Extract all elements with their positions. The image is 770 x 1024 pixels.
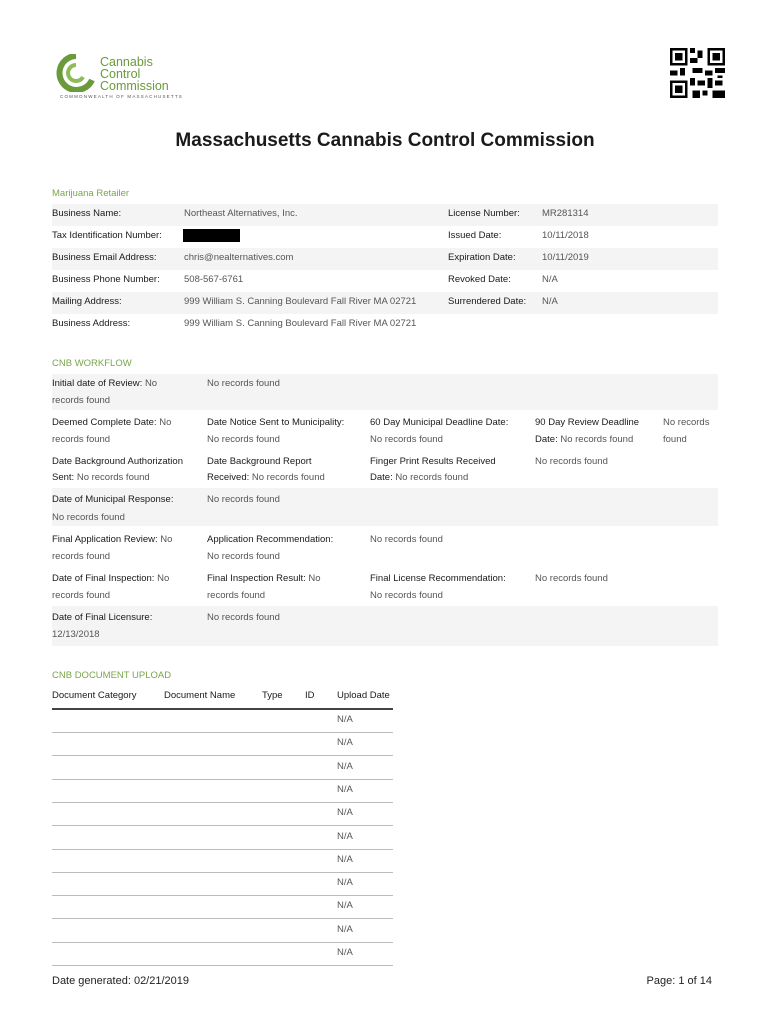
table-row xyxy=(52,825,393,826)
mailing-address-label: Mailing Address: xyxy=(52,296,122,307)
final-licensure-side-value: No records found xyxy=(207,612,280,623)
qr-code-icon xyxy=(670,48,725,98)
deemed-complete-value: records found xyxy=(52,434,111,445)
business-name-value: Northeast Alternatives, Inc. xyxy=(184,208,298,219)
table-row xyxy=(52,849,393,850)
revoked-date-label: Revoked Date: xyxy=(448,274,511,285)
review-deadline-side-2: found xyxy=(663,434,687,445)
cannabis-logo-icon xyxy=(56,54,96,92)
revoked-date-value: N/A xyxy=(542,274,558,285)
business-name-label: Business Name: xyxy=(52,208,122,219)
final-application-review-label: Final Application Review: No xyxy=(52,534,173,545)
background-auth-label: Date Background Authorization xyxy=(52,456,183,467)
table-row-upload-date: N/A xyxy=(337,714,353,725)
table-row xyxy=(52,965,393,966)
fingerprint-side-value: No records found xyxy=(535,456,608,467)
final-licensure-label: Date of Final Licensure: xyxy=(52,612,153,623)
issued-date-value: 10/11/2018 xyxy=(542,230,589,241)
final-inspection-result-value: records found xyxy=(207,590,266,601)
page-number: Page: 1 of 14 xyxy=(646,975,712,987)
table-row xyxy=(52,942,393,943)
logo-subtitle: COMMONWEALTH OF MASSACHUSETTS xyxy=(60,94,183,99)
section-marijuana-retailer: Marijuana Retailer xyxy=(52,188,130,199)
final-inspection-date-value: records found xyxy=(52,590,111,601)
issued-date-label: Issued Date: xyxy=(448,230,502,241)
initial-review-value: records found xyxy=(52,395,111,406)
expiration-date-value: 10/11/2019 xyxy=(542,252,589,263)
table-row xyxy=(52,755,393,756)
commission-logo xyxy=(56,54,186,102)
background-report-label: Date Background Report xyxy=(207,456,312,467)
date-generated: Date generated: 02/21/2019 xyxy=(52,975,190,987)
final-licensure-value: 12/13/2018 xyxy=(52,629,100,640)
phone-value: 508-567-6761 xyxy=(184,274,244,285)
initial-review-label: Initial date of Review: No xyxy=(52,378,158,389)
column-header-type: Type xyxy=(262,690,283,701)
final-license-recommendation-label: Final License Recommendation: xyxy=(370,573,506,584)
section-cnb-workflow: CNB WORKFLOW xyxy=(52,358,132,369)
final-inspection-date-label: Date of Final Inspection: No xyxy=(52,573,170,584)
business-address-label: Business Address: xyxy=(52,318,131,329)
row-stripe xyxy=(52,204,718,226)
section-cnb-document-upload: CNB DOCUMENT UPLOAD xyxy=(52,670,172,681)
table-row-upload-date: N/A xyxy=(337,737,353,749)
final-inspection-result-label: Final Inspection Result: No xyxy=(207,573,321,584)
background-report-value: Received: No records found xyxy=(207,472,325,483)
logo-text: Cannabis Control Commission xyxy=(100,55,169,93)
application-recommendation-side-value: No records found xyxy=(370,534,443,545)
license-number-label: License Number: xyxy=(448,208,520,219)
table-row xyxy=(52,895,393,896)
table-row xyxy=(52,872,393,873)
tax-id-label: Tax Identification Number: xyxy=(52,230,162,241)
notice-municipality-value: No records found xyxy=(207,434,280,445)
tax-id-redacted xyxy=(183,229,240,242)
surrendered-date-value: N/A xyxy=(542,296,558,307)
column-header-document-name: Document Name xyxy=(164,690,236,701)
column-header-upload-date: Upload Date xyxy=(337,690,390,701)
table-row-upload-date: N/A xyxy=(337,877,353,889)
table-row xyxy=(52,732,393,733)
review-deadline-label: 90 Day Review Deadline xyxy=(535,417,640,428)
review-deadline-date: Date: No records found xyxy=(535,434,634,445)
table-row-upload-date: N/A xyxy=(337,760,353,772)
final-license-recommendation-side-value: No records found xyxy=(535,573,608,584)
column-header-id: ID xyxy=(305,690,315,701)
column-header-document-category: Document Category xyxy=(52,690,137,701)
table-header-divider xyxy=(52,708,393,710)
mailing-address-value: 999 William S. Canning Boulevard Fall River MA 02721 xyxy=(184,296,417,307)
municipal-response-value: No records found xyxy=(52,512,125,523)
municipal-response-side-value: No records found xyxy=(207,494,280,505)
table-row-upload-date: N/A xyxy=(337,900,353,912)
application-recommendation-label: Application Recommendation: xyxy=(207,534,334,545)
background-auth-value: Sent: No records found xyxy=(52,472,150,483)
municipal-deadline-value: No records found xyxy=(370,434,443,445)
expiration-date-label: Expiration Date: xyxy=(448,252,516,263)
municipal-response-label: Date of Municipal Response: xyxy=(52,494,174,505)
license-number-value: MR281314 xyxy=(542,208,589,219)
notice-municipality-label: Date Notice Sent to Municipality: xyxy=(207,417,345,428)
business-address-value: 999 William S. Canning Boulevard Fall River MA 02721 xyxy=(184,318,417,329)
municipal-deadline-label: 60 Day Municipal Deadline Date: xyxy=(370,417,509,428)
final-application-review-value: records found xyxy=(52,551,111,562)
review-deadline-side-1: No records xyxy=(663,417,710,428)
table-row xyxy=(52,918,393,919)
page-title: Massachusetts Cannabis Control Commission xyxy=(175,130,595,151)
table-row xyxy=(52,802,393,803)
phone-label: Business Phone Number: xyxy=(52,274,160,285)
table-row-upload-date: N/A xyxy=(337,783,353,795)
table-row-upload-date: N/A xyxy=(337,853,353,865)
email-value: chris@nealternatives.com xyxy=(184,252,294,263)
fingerprint-label: Finger Print Results Received xyxy=(370,456,496,467)
table-row-upload-date: N/A xyxy=(337,830,353,842)
email-label: Business Email Address: xyxy=(52,252,157,263)
table-row-upload-date: N/A xyxy=(337,923,353,935)
surrendered-date-label: Surrendered Date: xyxy=(448,296,527,307)
table-row xyxy=(52,779,393,780)
final-license-recommendation-value: No records found xyxy=(370,590,443,601)
application-recommendation-value: No records found xyxy=(207,551,280,562)
table-row-upload-date: N/A xyxy=(337,947,353,958)
fingerprint-value: Date: No records found xyxy=(370,472,469,483)
initial-review-side-value: No records found xyxy=(207,378,280,389)
deemed-complete-label: Deemed Complete Date: No xyxy=(52,417,172,428)
table-row-upload-date: N/A xyxy=(337,807,353,819)
